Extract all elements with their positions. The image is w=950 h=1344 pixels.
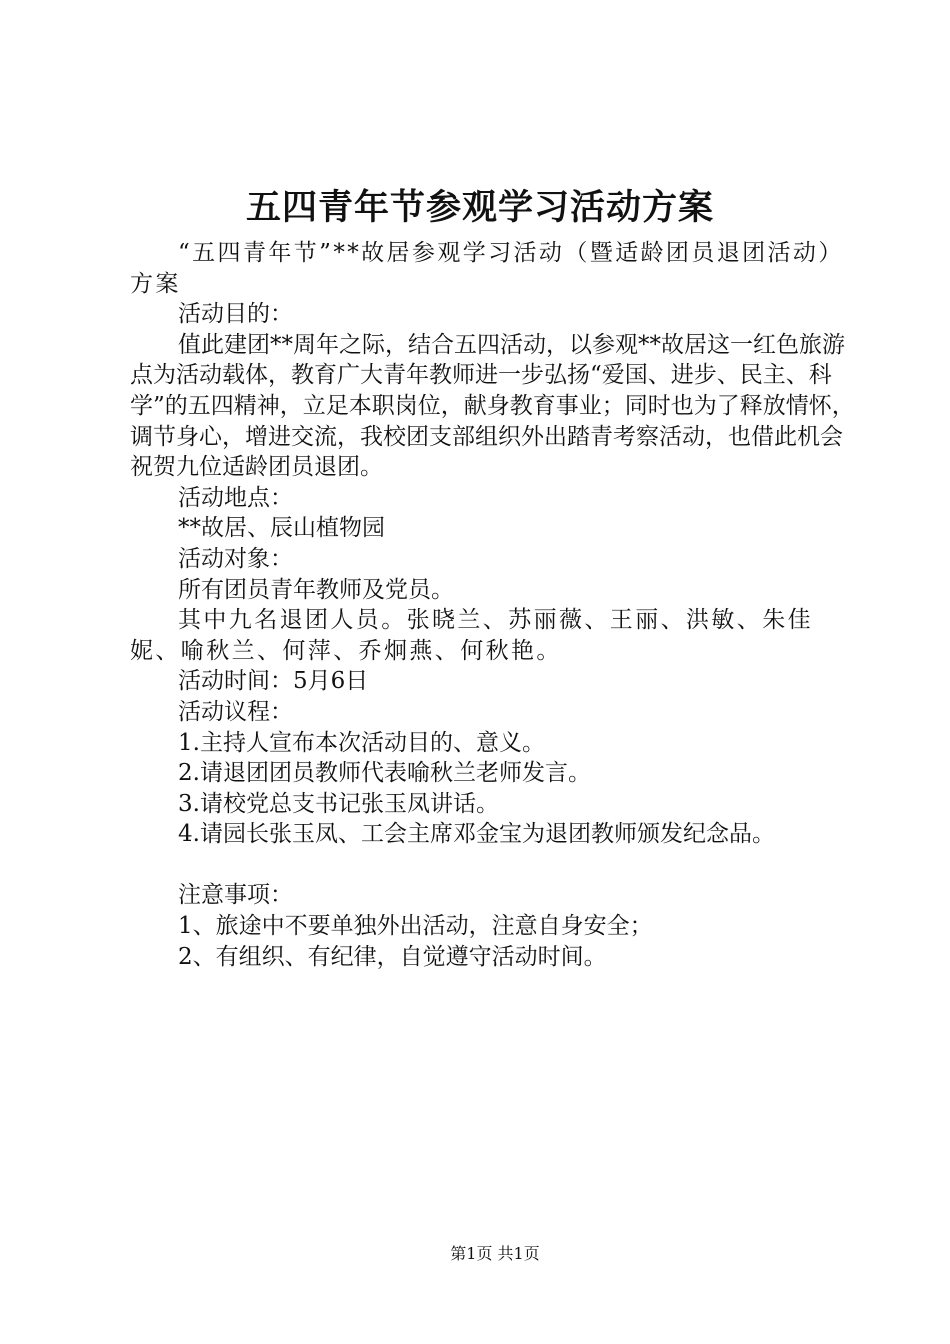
retiring-members-paragraph: 其中九名退团人员。张晓兰、苏丽薇、王丽、洪敏、朱佳妮、喻秋兰、何萍、乔炯燕、何秋艳。 (130, 607, 813, 664)
purpose-heading: 活动目的： (178, 301, 293, 328)
agenda-item: 2.请退团团员教师代表喻秋兰老师发言。 (178, 760, 591, 787)
audience-text: 所有团员青年教师及党员。 (178, 576, 454, 603)
notes-heading: 注意事项： (178, 882, 293, 909)
agenda-item: 3.请校党总支书记张玉凤讲话。 (178, 790, 499, 817)
location-heading: 活动地点： (178, 484, 293, 511)
page-footer: 第1页 共1页 (450, 1244, 540, 1263)
agenda-item: 1.主持人宣布本次活动目的、意义。 (178, 729, 545, 756)
document-body (130, 238, 855, 972)
location-text: **故居、辰山植物园 (178, 515, 385, 542)
note-item: 1、旅途中不要单独外出活动，注意自身安全； (178, 913, 653, 940)
audience-heading: 活动对象： (178, 545, 293, 572)
note-item: 2、有组织、有纪律，自觉遵守活动时间。 (178, 943, 607, 970)
document-title: 五四青年节参观学习活动方案 (245, 187, 714, 228)
agenda-heading: 活动议程： (178, 698, 293, 725)
agenda-item: 4.请园长张玉凤、工会主席邓金宝为退团教师颁发纪念品。 (178, 821, 775, 848)
paragraph-spacer (130, 850, 855, 881)
purpose-paragraph: 值此建团**周年之际，结合五四活动，以参观**故居这一红色旅游点为活动载体，教育广大青年教师进一步弘扬“爱国、进步、民主、科学”的五四精神，立足本职岗位，献身教育事业；同时也为了释放情怀，调节身心，增进交流，我校团支部组织外出踏青考察活动，也借此机会祝贺九位适龄团员退团。 (130, 331, 855, 481)
time-line: 活动时间：5月6日 (178, 668, 369, 695)
subtitle-paragraph: “五四青年节”**故居参观学习活动（暨适龄团员退团活动）方案 (130, 240, 844, 297)
